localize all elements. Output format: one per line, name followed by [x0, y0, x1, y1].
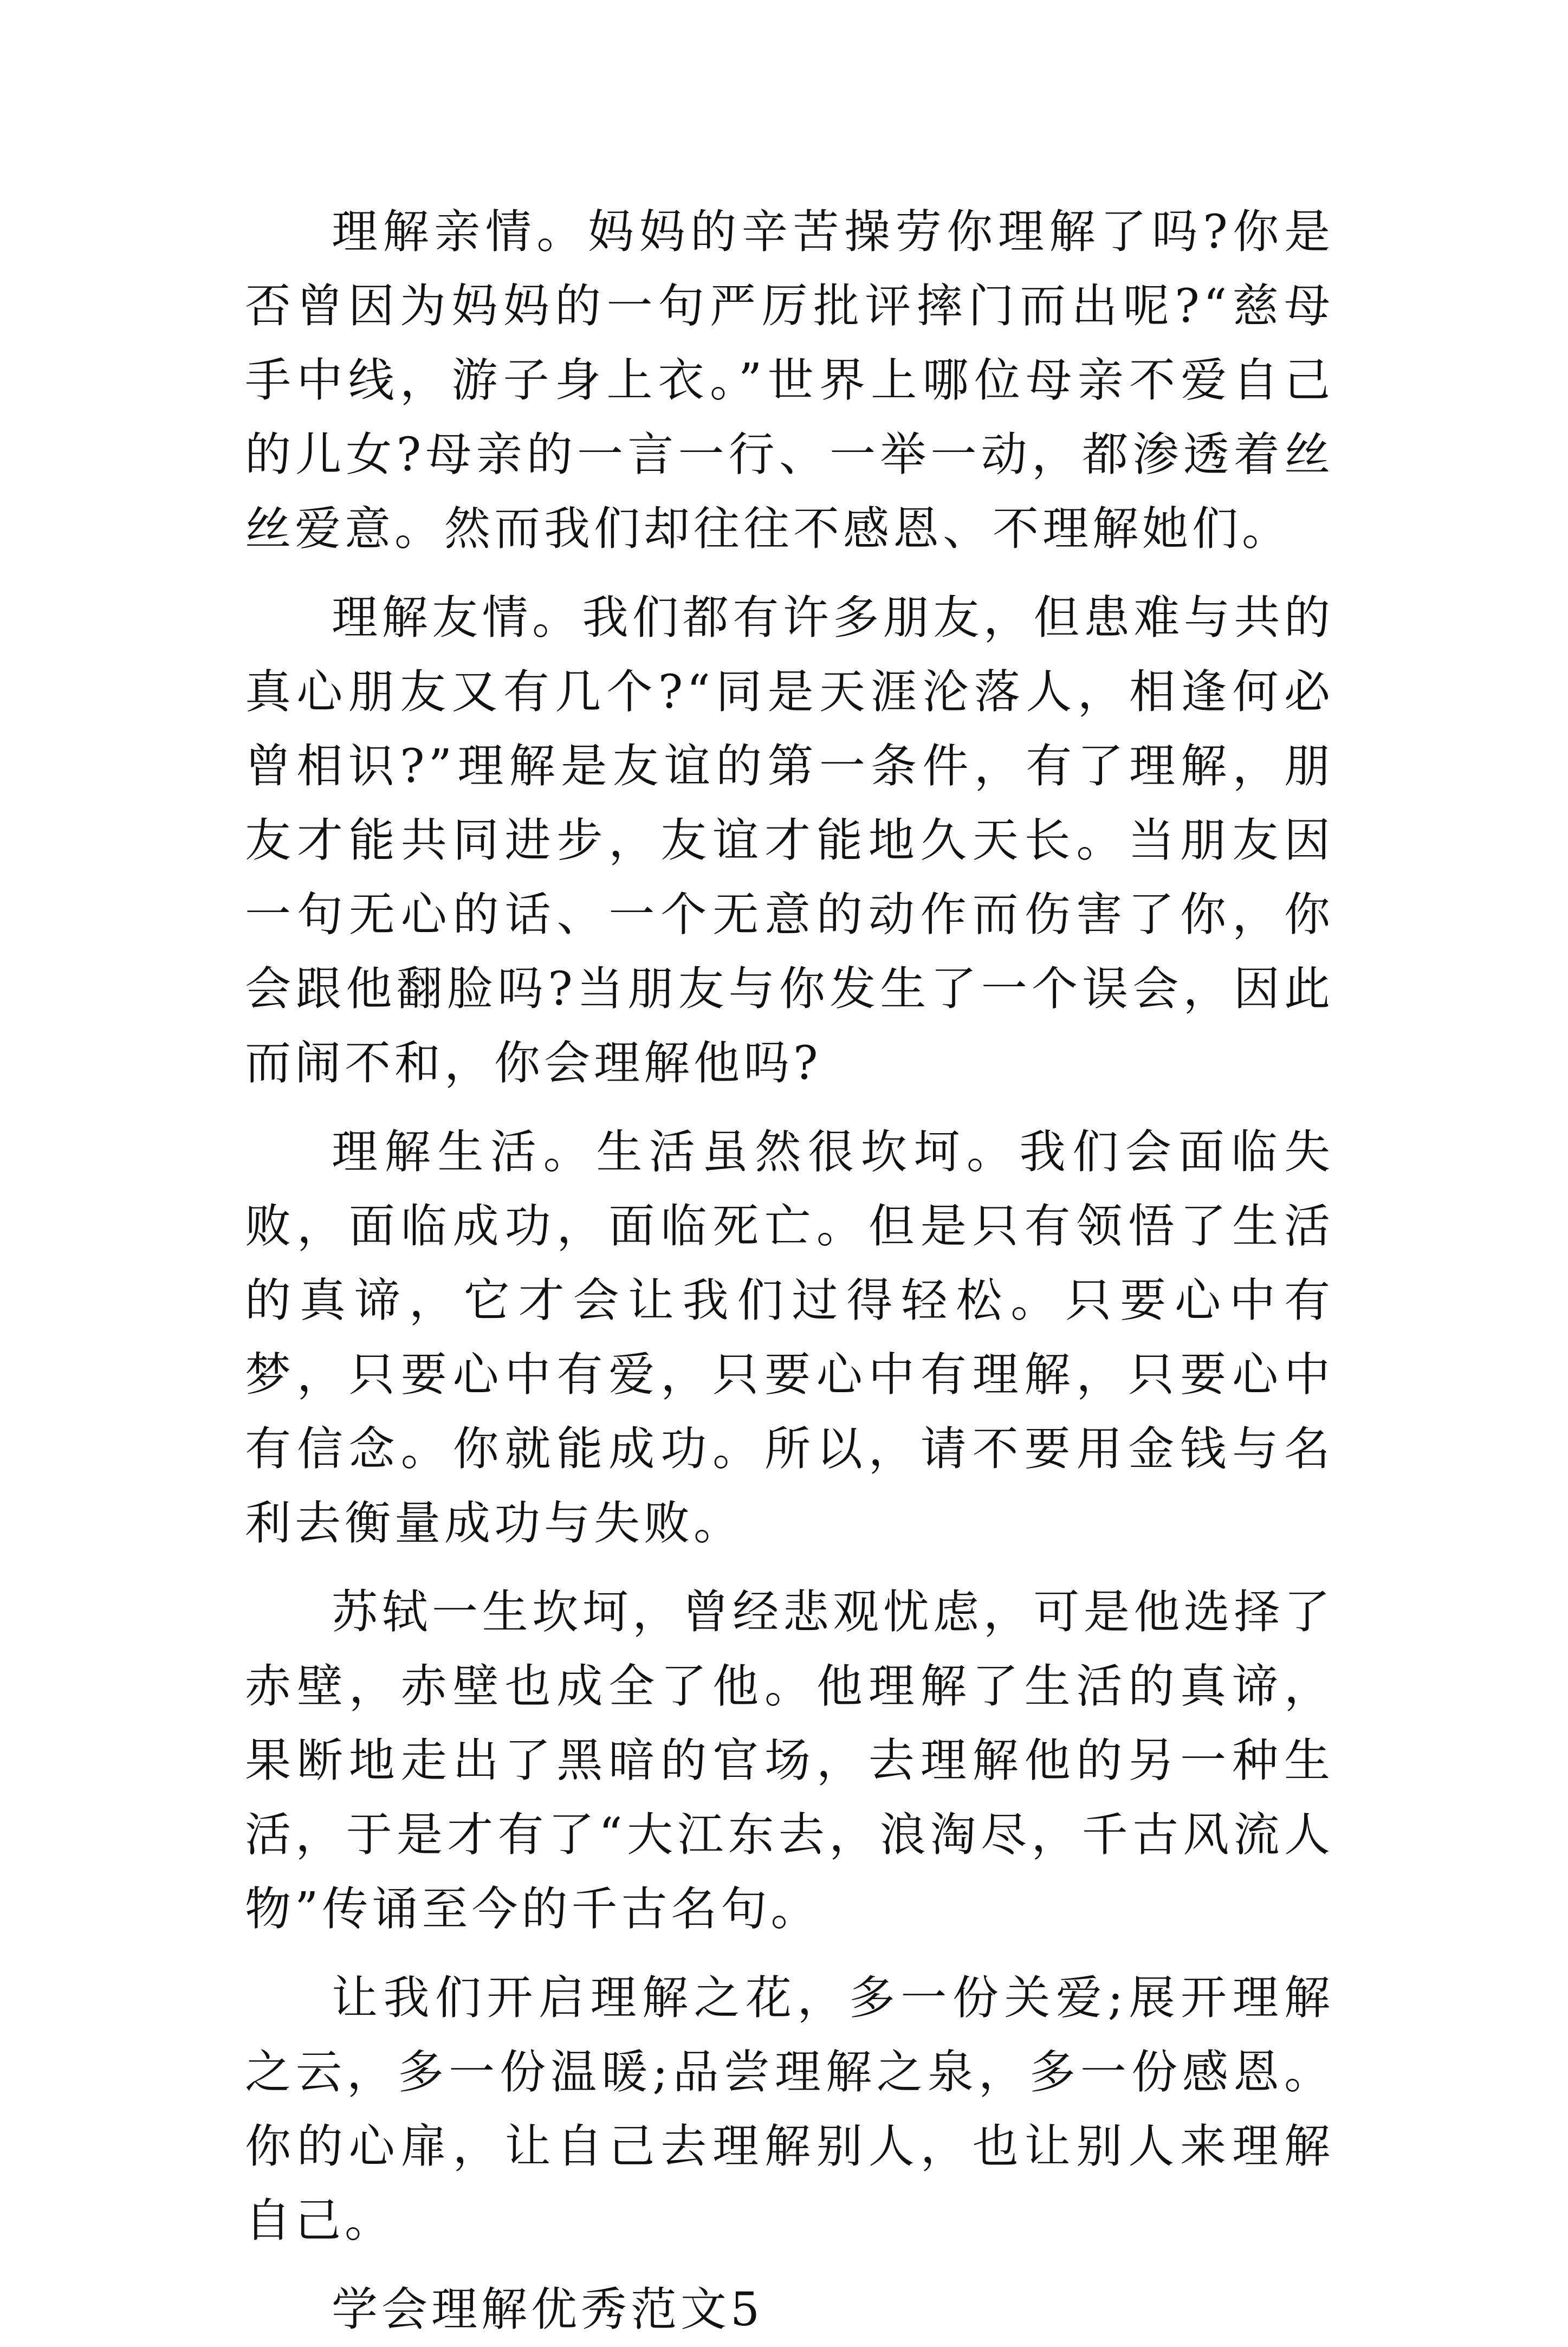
document-body: [245, 195, 1334, 2347]
paragraph-conclusion: 让我们开启理解之花，多一份关爱;展开理解之云，多一份温暖;品尝理解之泉，多一份感恩。你的心扉，让自己去理解别人，也让别人来理解自己。: [245, 1971, 1334, 2248]
paragraph-friendship: 理解友情。我们都有许多朋友，但患难与共的真心朋友又有几个?“同是天涯沦落人，相逢何必曾相识?”理解是友谊的第一条件，有了理解，朋友才能共同进步，友谊才能地久天长。当朋友因一句无心的话、一个无意的动作而伤害了你，你会跟他翻脸吗?当朋友与你发生了一个误会，因此而闹不和，你会理解他吗?: [245, 591, 1334, 1090]
section-heading: 学会理解优秀范文5: [332, 2283, 764, 2337]
paragraph-su-shi: 苏轼一生坎坷，曾经悲观忧虑，可是他选择了赤壁，赤壁也成全了他。他理解了生活的真谛，果断地走出了黑暗的官场，去理解他的另一种生活，于是才有了“大江东去，浪淘尽，千古风流人物”传诵至今的千古名句。: [245, 1586, 1334, 1936]
paragraph-life: 理解生活。生活虽然很坎坷。我们会面临失败，面临成功，面临死亡。但是只有领悟了生活的真谛，它才会让我们过得轻松。只要心中有梦，只要心中有爱，只要心中有理解，只要心中有信念。你就能成功。所以，请不要用金钱与名利去衡量成功与失败。: [245, 1126, 1334, 1550]
paragraph-family: 理解亲情。妈妈的辛苦操劳你理解了吗?你是否曾因为妈妈的一句严厉批评摔门而出呢?“慈母手中线，游子身上衣。”世界上哪位母亲不爱自己的儿女?母亲的一言一行、一举一动，都渗透着丝丝爱意。然而我们却往往不感恩、不理解她们。: [245, 205, 1334, 556]
